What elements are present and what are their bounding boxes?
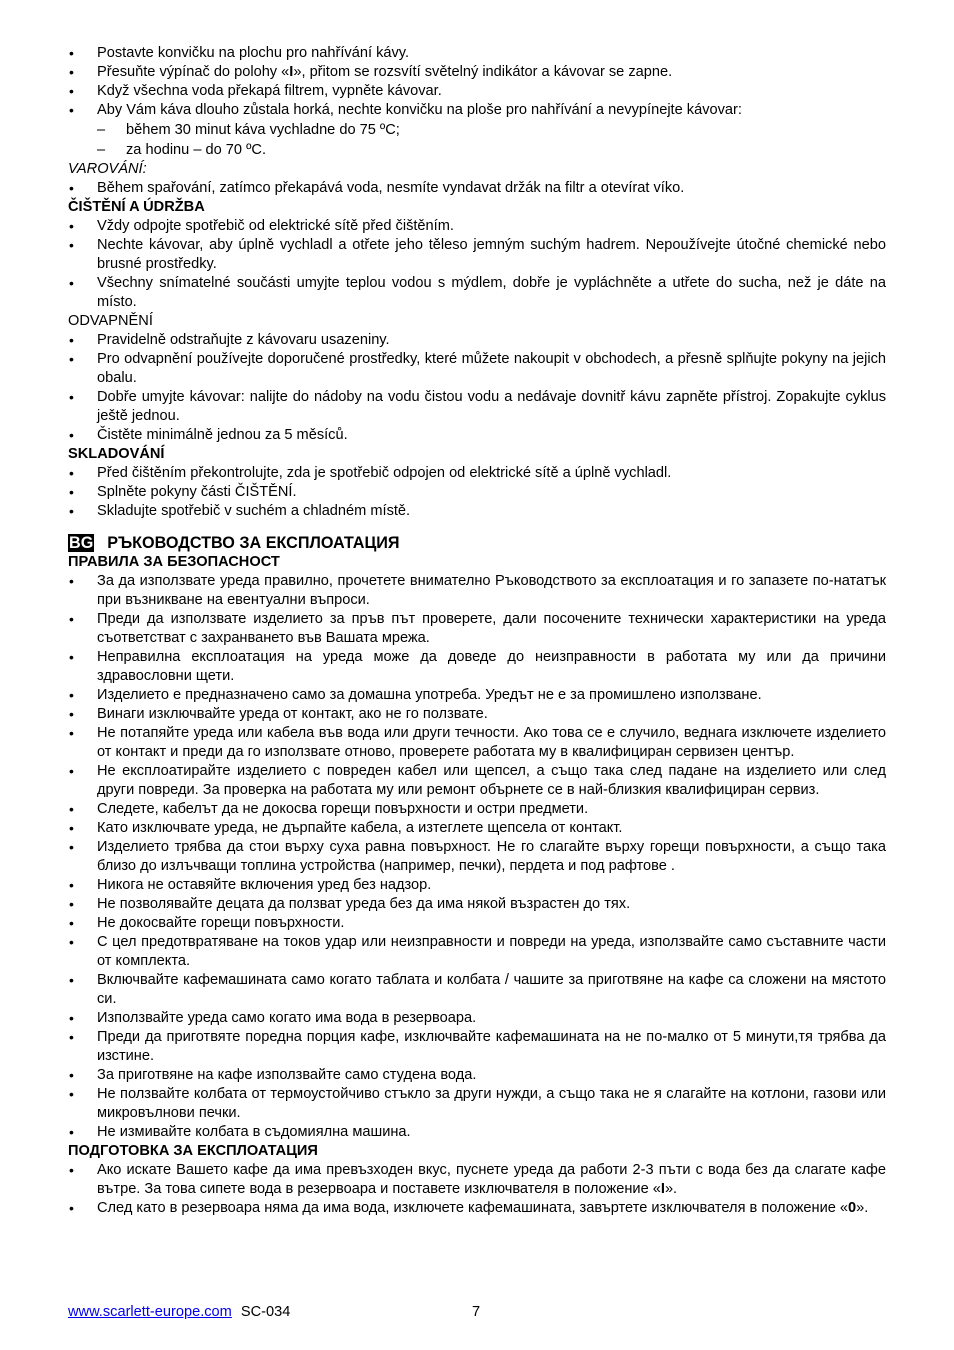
list-item [68, 1066, 886, 1085]
list-item [68, 971, 886, 1009]
list-item [68, 44, 886, 63]
text-run: Преди да приготвяте поредна порция кафе, изключвайте кафемашината на не по-малко от 5 минути,тя трябва да изстине. [97, 1029, 886, 1064]
text-run: Pravidelně odstraňujte z kávovaru usazeniny. [97, 332, 390, 348]
text-run: Přesuňte výpínač do polohy « [97, 64, 290, 80]
list-item [68, 876, 886, 895]
list-item [68, 705, 886, 724]
text-run: Изделието трябва да стои върху суха равна повърхност. Не го слагайте върху горещи повърхности, а също така близо до излъчващи топлина устройства (например, печки), пердета и под рафтове . [97, 839, 886, 874]
model-number: SC-034 [240, 1304, 291, 1320]
text-run: Aby Vám káva dlouho zůstala horká, nechte konvičku na ploše pro nahřívání a nevypínejte kávovar: [97, 102, 742, 118]
list-item [68, 179, 886, 198]
sub-list-item: – během 30 minut káva vychladne do 75 ºC; [68, 121, 886, 140]
text-run: Skladujte spotřebič v suchém a chladném místě. [97, 503, 411, 519]
website-link[interactable]: www.scarlett-europe.com [68, 1304, 232, 1320]
bg-safety-list [68, 572, 886, 1142]
list-item [68, 236, 886, 274]
bold-text: I [289, 64, 294, 80]
list-item [68, 426, 886, 445]
list-item [68, 819, 886, 838]
page-content [68, 44, 886, 1218]
text-run: Čistěte minimálně jednou za 5 měsíců. [97, 427, 348, 443]
list-item [68, 838, 886, 876]
text-run: Ако искате Вашето кафе да има превъзходен вкус, пуснете уреда да работи 2-3 пъти с вода без да слагате кафе вътре. За това сипете вода в резервоара и поставете изключвателя в положение « [97, 1162, 886, 1197]
list-item [68, 350, 886, 388]
cz-storage-heading: SKLADOVÁNÍ [68, 446, 165, 462]
text-run: Не позволявайте децата да ползват уреда без да има някой възрастен до тях. [97, 896, 631, 912]
text-run: Všechny snímatelné součásti umyjte teplou vodou s mýdlem, dobře je vypláchněte a utřete do sucha, než je dáte na místo. [97, 275, 886, 310]
text-run: За да използвате уреда правилно, прочетете внимателно Ръководството за експлоатация и го запазете по-нататък при възникване на евентуални въпроси. [97, 573, 886, 608]
bg-prep-heading: ПОДГОТОВКА ЗА ЕКСПЛОАТАЦИЯ [68, 1143, 318, 1159]
text-run: Включвайте кафемашината само когато таблата и колбата / чашите за приготвяне на кафе са сложени на мястото си. [97, 972, 886, 1007]
language-badge: BG [69, 534, 94, 552]
text-run: ». [664, 1181, 678, 1197]
list-item [68, 274, 886, 312]
list-item [68, 502, 886, 521]
text-run: Během spařování, zatímco překapává voda, nesmíte vyndavat držák na filtr a otevírat víko. [97, 180, 685, 196]
cz-descaling-list [68, 331, 886, 445]
text-run: Dobře umyjte kávovar: nalijte do nádoby na vodu čistou vodu a nedávaje dovnitř kávu zapněte přístroj. Zopakujte cyklus ještě jednou. [97, 389, 886, 424]
list-item [68, 610, 886, 648]
sub-list-item: – za hodinu – do 70 ºC. [68, 141, 886, 160]
text-run: Vždy odpojte spotřebič od elektrické sítě před čištěním. [97, 218, 454, 234]
text-run: След като в резервоара няма да има вода, изключете кафемашината, завъртете изключвателя в положение « [97, 1200, 849, 1216]
list-item [68, 800, 886, 819]
text-run: Изделието е предназначено само за домашна употреба. Уредът не е за промишлено използване. [97, 687, 762, 703]
text-run: Като изключвате уреда, не дърпайте кабела, а изтеглете щепсела от контакт. [97, 820, 623, 836]
text-run: Před čištěním překontrolujte, zda je spotřebič odpojen od elektrické sítě a úplně vychladl. [97, 465, 672, 481]
text-run: Nechte kávovar, aby úplně vychladl a otřete jeho těleso jemným suchým hadrem. Nepoužívejte útočné chemické nebo brusné prostředky. [97, 237, 886, 272]
cz-warning-list [68, 179, 886, 198]
text-run: », přitom se rozsvítí světelný indikátor a kávovar se zapne. [293, 64, 673, 80]
list-item [68, 762, 886, 800]
cz-storage-list [68, 464, 886, 521]
bold-text: I [660, 1181, 665, 1197]
text-run: Pro odvapnění používejte doporučené prostředky, které můžete nakoupit v obchodech, a přesně splňujte pokyny na jejich obalu. [97, 351, 886, 386]
bg-safety-heading: ПРАВИЛА ЗА БЕЗОПАСНОСТ [68, 554, 280, 570]
cz-cleaning-list [68, 217, 886, 312]
list-item [68, 217, 886, 236]
page-number: 7 [472, 1304, 481, 1320]
list-item [68, 388, 886, 426]
list-item [68, 331, 886, 350]
text-run: Неправилна експлоатация на уреда може да доведе до неизправности в работата му или да причини здравословни щети. [97, 649, 886, 684]
text-run: Splněte pokyny části ČIŠTĚNÍ. [97, 484, 297, 500]
list-item [68, 572, 886, 610]
text-run: Никога не оставяйте включения уред без надзор. [97, 877, 432, 893]
list-item [68, 895, 886, 914]
list-item [68, 1009, 886, 1028]
list-item [68, 648, 886, 686]
text-run: Не потапяйте уреда или кабела във вода или други течности. Ако това се е случило, веднага изключете изделието от контакт и преди да го използвате отново, проверете работата му в квалифициран сервизен център. [97, 725, 886, 760]
text-run: За приготвяне на кафе използвайте само студена вода. [97, 1067, 477, 1083]
list-item [68, 1123, 886, 1142]
text-run: Postavte konvičku na plochu pro nahřívání kávy. [97, 45, 410, 61]
bg-title-text: РЪКОВОДСТВО ЗА ЕКСПЛОАТАЦИЯ [107, 534, 400, 552]
text-run: Když všechna voda překapá filtrem, vypněte kávovar. [97, 83, 442, 99]
text-run: Не ползвайте колбата от термоустойчиво стъкло за други нужди, а също така не я слагайте на котлони, газови или микровълнови печки. [97, 1086, 886, 1121]
list-item [68, 464, 886, 483]
list-item [68, 101, 886, 120]
list-item [68, 724, 886, 762]
list-item [68, 933, 886, 971]
cz-warning-label: VAROVÁNÍ: [68, 161, 147, 177]
text-run: ». [856, 1200, 869, 1216]
list-item [68, 1085, 886, 1123]
page-footer [68, 1303, 886, 1322]
list-item [68, 914, 886, 933]
text-run: Не експлоатирайте изделието с повреден кабел или щепсел, а също така след падане на изделието или след други повреди. За проверка на работата му или ремонт обърнете се в най-близкия квалифициран сервиз. [97, 763, 886, 798]
cz-operation-list [68, 44, 886, 120]
text-run: С цел предотвратяване на токов удар или неизправности и повреди на уреда, използвайте само съставните части от комплекта. [97, 934, 886, 969]
list-item [68, 1028, 886, 1066]
text-run: Не докосвайте горещи повърхности. [97, 915, 345, 931]
text-run: Винаги изключвайте уреда от контакт, ако не го ползвате. [97, 706, 488, 722]
list-item [68, 1199, 886, 1218]
list-item [68, 686, 886, 705]
text-run: Следете, кабелът да не докосва горещи повърхности и остри предмети. [97, 801, 589, 817]
cz-cooling-sublist [68, 121, 886, 160]
text-run: Преди да използвате изделието за пръв път проверете, дали посочените технически характеристики на уреда съответстват с захранването във Вашата мрежа. [97, 611, 886, 646]
bg-prep-list [68, 1161, 886, 1218]
cz-descaling-heading: ODVAPNĚNÍ [68, 313, 153, 329]
cz-cleaning-heading: ČIŠTĚNÍ A ÚDRŽBA [68, 199, 205, 215]
list-item [68, 63, 886, 82]
list-item [68, 1161, 886, 1199]
text-run: Използвайте уреда само когато има вода в резервоара. [97, 1010, 477, 1026]
bold-text: 0 [848, 1200, 857, 1216]
bg-section-title [68, 533, 886, 553]
list-item [68, 82, 886, 101]
list-item [68, 483, 886, 502]
text-run: Не измивайте колбата в съдомиялна машина. [97, 1124, 411, 1140]
